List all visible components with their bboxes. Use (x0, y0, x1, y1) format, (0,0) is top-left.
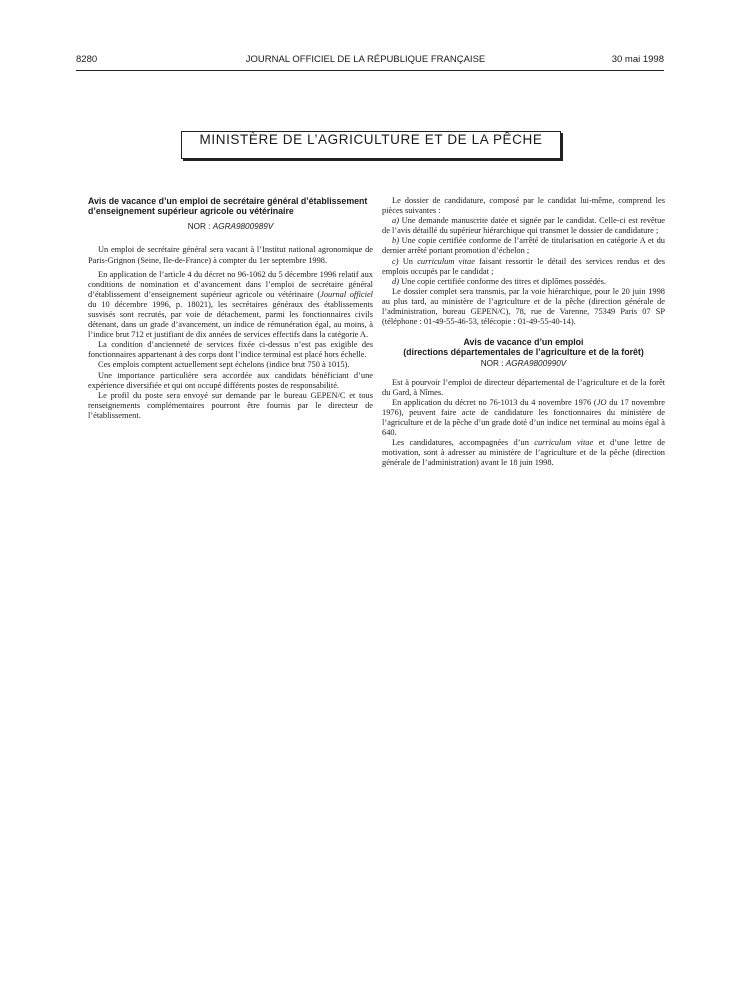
paragraph: En application de l’article 4 du décret no 96-1062 du 5 décembre 1996 relatif aux conditions de nomination et d’avancement dans l’emploi de secrétaire général d’établissement d’enseignement supérieur agricole ou vétérinaire (Journal officiel du 10 décembre 1996, p. 18021), les secrétaires généraux des établissements susvisés sont recrutés, par voie de détachement, parmi les fonctionnaires civils détenant, dans un grade d’avancement, un indice de rémunération égal, au moins, à l’indice brut 712 et justifiant de dix années de services effectifs dans la catégorie A. (88, 269, 373, 340)
paragraph: Le profil du poste sera envoyé sur demande par le bureau GEPEN/C et tous renseignements complémentaires pourront être fournis par le directeur de l’établissement. (88, 390, 373, 420)
paragraph: Une importance particulière sera accordée aux candidats bénéficiant d’une expérience diversifiée et qui ont occupé différents postes de responsabilité. (88, 370, 373, 390)
paragraph: La condition d’ancienneté de services fixée ci-dessus n’est pas exigible des fonctionnaires appartenant à des corps dont l’indice terminal est placé hors échelle. (88, 340, 373, 360)
notice-subtitle: (directions départementales de l’agriculture et de la forêt) (403, 347, 644, 358)
paragraph: En application du décret no 76-1013 du 4 novembre 1976 (JO du 17 novembre 1976), peuvent faire acte de candidature les fonctionnaires du ministère de l’agriculture et de la pêche d’un grade doté d’un indice net terminal au moins égal à 640. (382, 397, 665, 438)
list-item: b) Une copie certifiée conforme de l’arrêté de titularisation en catégorie A et du dernier arrêté portant promotion d’échelon ; (382, 236, 665, 256)
notice-title: Avis de vacance d’un emploi (463, 337, 584, 348)
header-rule (76, 70, 664, 71)
paragraph: Est à pourvoir l’emploi de directeur départemental de l’agriculture et de la forêt du Gard, à Nîmes. (382, 377, 665, 397)
issue-date: 30 mai 1998 (611, 54, 664, 65)
list-item: c) Un curriculum vitae faisant ressortir le détail des services rendus et des emplois occupés par le candidat ; (382, 256, 665, 276)
paragraph: Ces emplois comptent actuellement sept échelons (indice brut 750 à 1015). (98, 360, 350, 370)
paragraph: Le dossier complet sera transmis, par la voie hiérarchique, pour le 20 juin 1998 au plus tard, au ministère de l’agriculture et de la pêche (direction générale de l’administration, bureau GEPEN/C), 78, rue de Varenne, 75349 Paris 07 SP (téléphone : 01-49-55-46-53, télécopie : 01-49-55-40-14). (382, 286, 665, 327)
ministry-banner: MINISTÈRE DE L’AGRICULTURE ET DE LA PÊCHE (181, 131, 561, 159)
notice-title: Avis de vacance d’un emploi de secrétaire général d’établissement d’enseignement supérieur agricole ou vétérinaire (88, 196, 368, 217)
list-item: a) Une demande manuscrite datée et signée par le candidat. Celle-ci est revêtue de l’avis détaillé du supérieur hiérarchique qui transmet le dossier de candidature ; (382, 216, 665, 236)
paragraph: Les candidatures, accompagnées d’un curriculum vitae et d’une lettre de motivation, sont à adresser au ministère de l’agriculture et de la pêche (direction générale de l’administration) avant le 18 juin 1998. (382, 438, 665, 468)
left-column (88, 196, 373, 421)
list-item: d) Une copie certifiée conforme des titres et diplômes possédés. (392, 276, 606, 286)
paragraph: Le dossier de candidature, composé par le candidat lui-même, comprend les pièces suivantes : (382, 196, 665, 216)
page-number: 8280 (76, 54, 98, 65)
journal-title: JOURNAL OFFICIEL DE LA RÉPUBLIQUE FRANÇAISE (245, 54, 486, 65)
paragraph: Un emploi de secrétaire général sera vacant à l’Institut national agronomique de Paris-Grignon (Seine, Ile-de-France) à compter du 1er septembre 1998. (88, 245, 373, 265)
nor-reference: NOR : AGRA9800989V (187, 222, 274, 232)
right-column (382, 196, 665, 468)
nor-reference: NOR : AGRA9800990V (480, 358, 567, 368)
